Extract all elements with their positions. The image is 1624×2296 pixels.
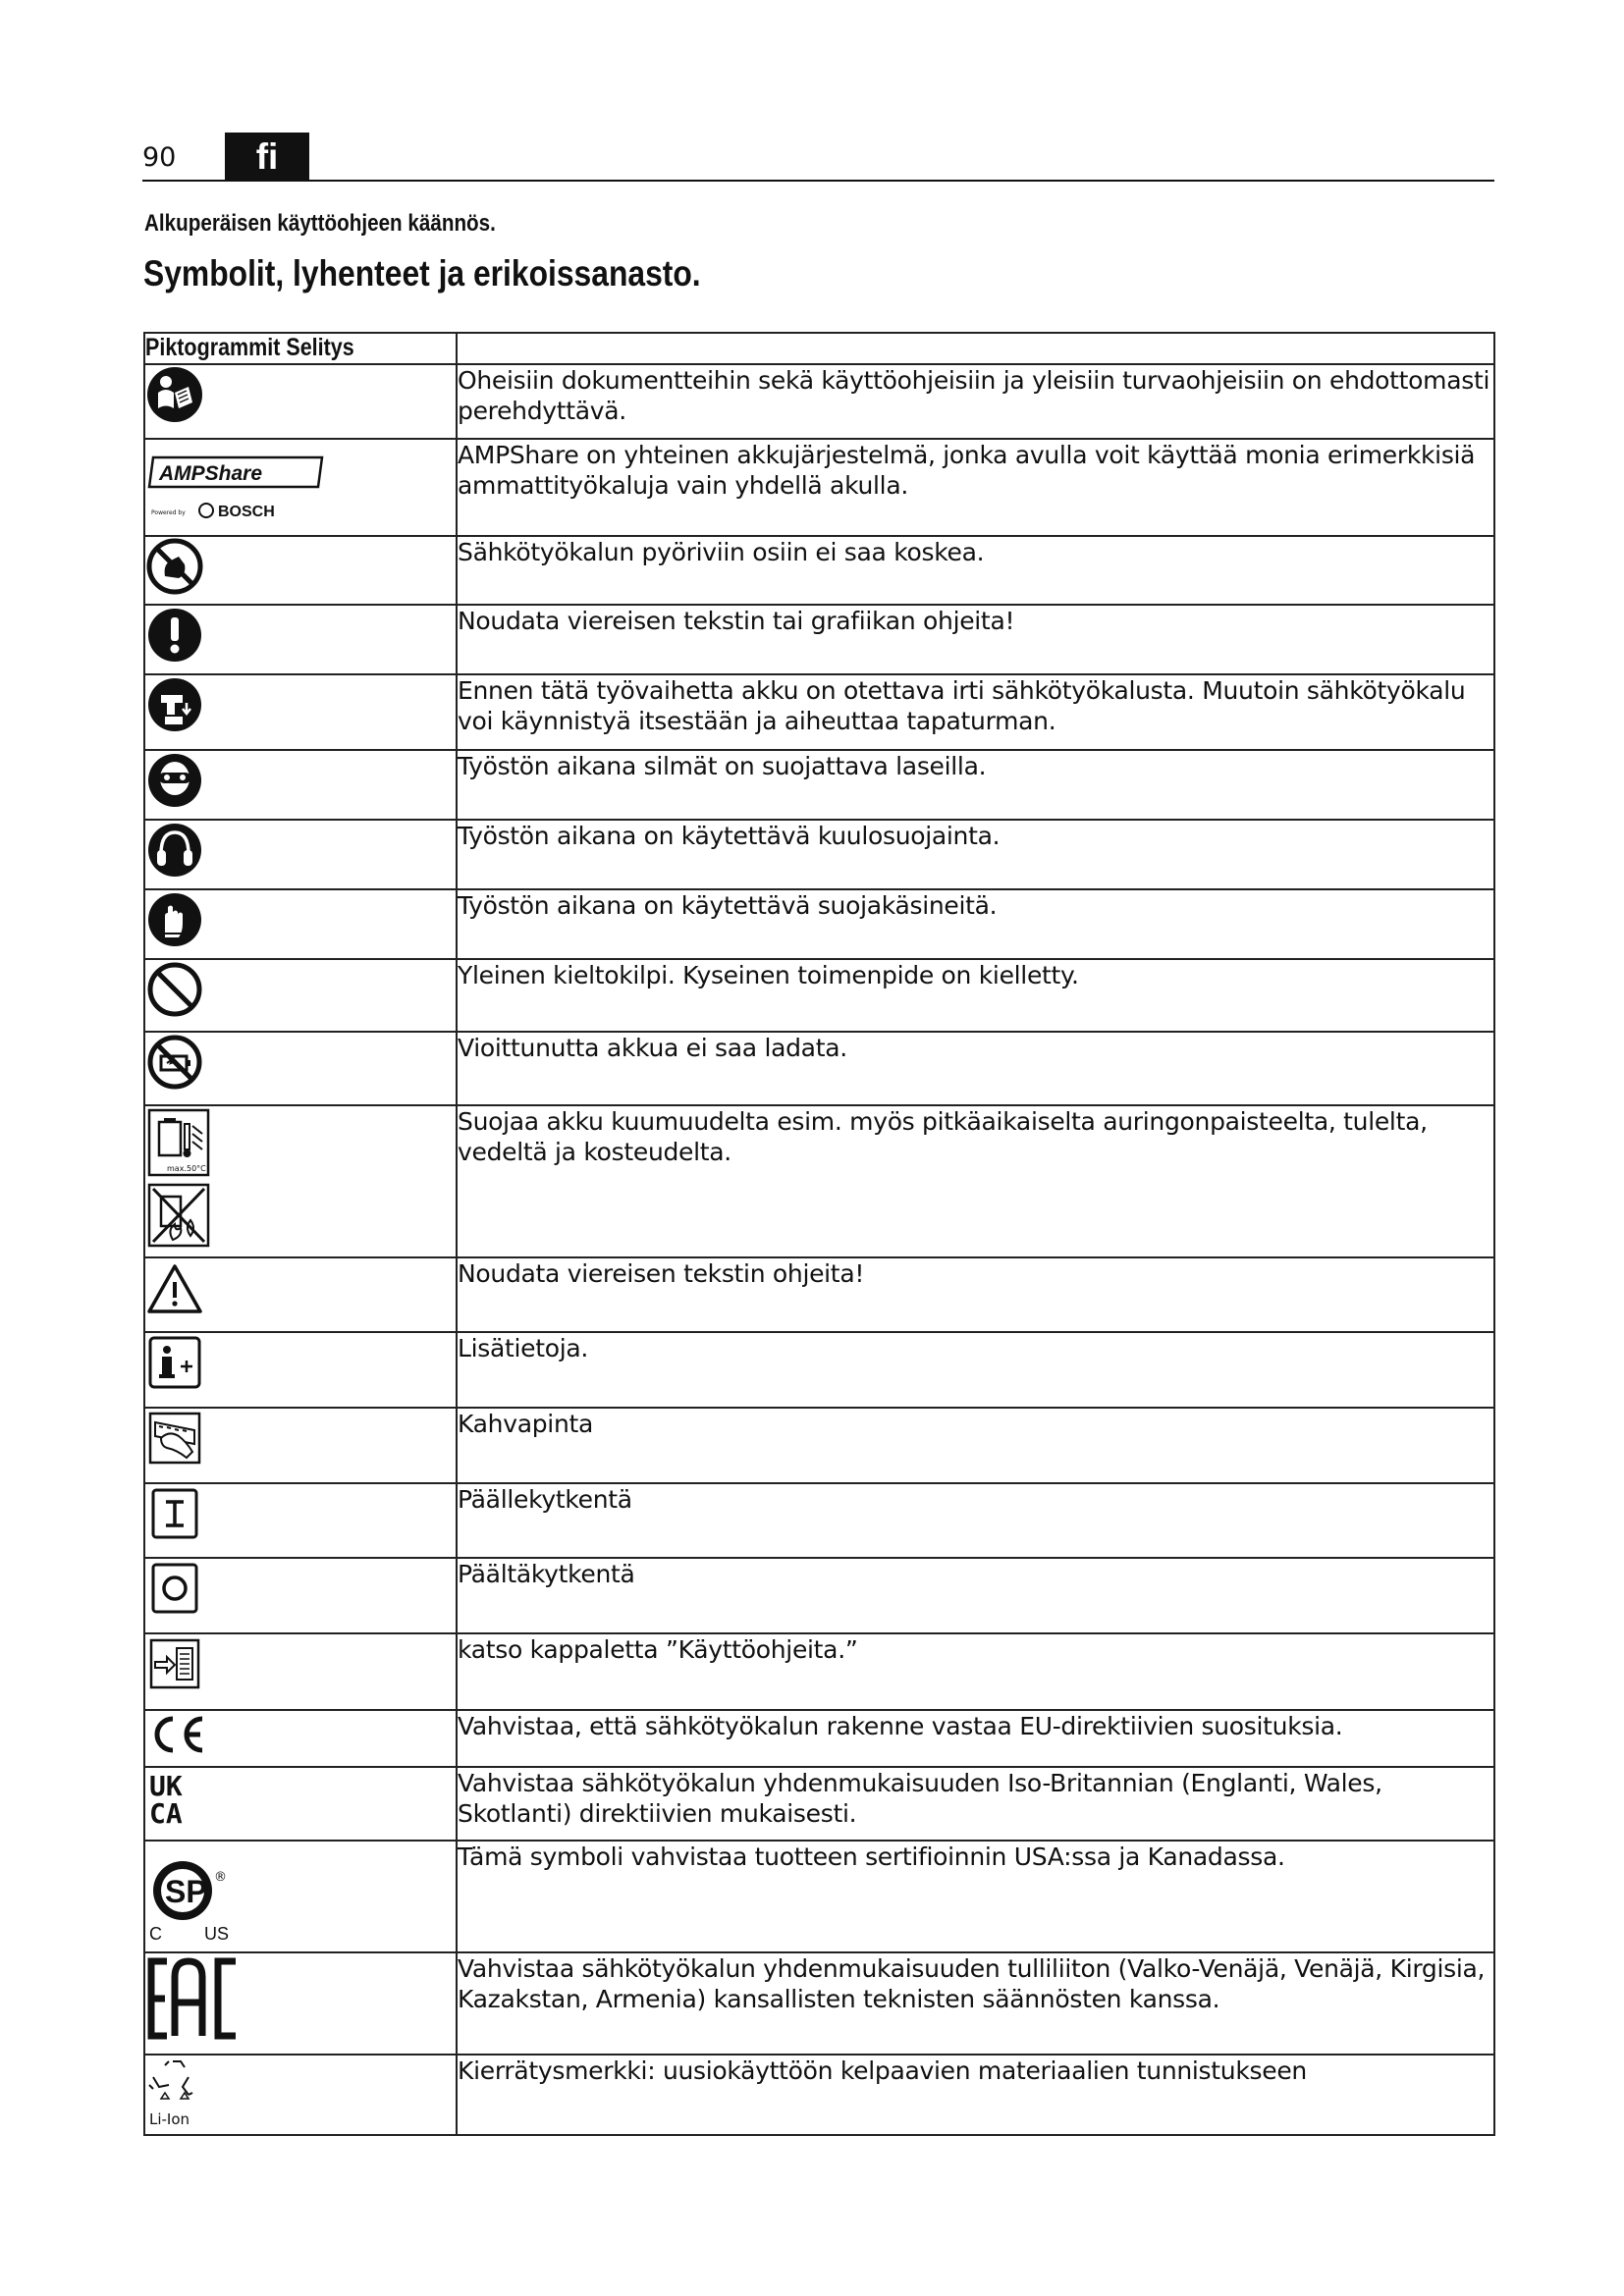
row-description: Työstön aikana on käytettävä kuulosuojainta. [457,820,1494,889]
li-ion-label: Li-Ion [149,2110,190,2128]
row-description: Ennen tätä työvaihetta akku on otettava irti sähkötyökalusta. Muutoin sähkötyökalu voi käynnistyä itsestään ja aiheuttaa tapaturman. [457,674,1494,750]
ukca-bottom: CA [149,1797,183,1830]
ukca-top: UK [149,1770,183,1802]
ce-mark-icon [144,1710,457,1767]
switch-on-icon [144,1483,457,1558]
table-row [144,1483,1494,1558]
row-description: katso kappaletta ”Käyttöohjeita.” [457,1633,1494,1710]
table-row [144,1408,1494,1483]
table-row [144,1633,1494,1710]
table-row [144,2055,1494,2135]
csa-mark-left: C [149,1924,162,1944]
table-row [144,1767,1494,1841]
table-row [144,1105,1494,1257]
row-description: AMPShare on yhteinen akkujärjestelmä, jonka avulla voit käyttää monia erimerkkisiä ammattityökaluja vain yhdellä akulla. [457,439,1494,536]
row-description: Päällekytkentä [457,1483,1494,1558]
csa-mark-right: US [204,1924,230,1944]
bosch-brand: BOSCH [218,504,275,520]
row-description: Lisätietoja. [457,1332,1494,1408]
row-description: Työstön aikana silmät on suojattava laseilla. [457,750,1494,820]
see-chapter-icon [144,1633,457,1710]
prohibition-icon [144,959,457,1032]
table-row [144,1952,1494,2055]
row-description: Noudata viereisen tekstin ohjeita! [457,1257,1494,1332]
column-header-description [457,333,1494,364]
row-description: Vioittunutta akkua ei saa ladata. [457,1032,1494,1105]
row-description: Kahvapinta [457,1408,1494,1483]
row-description: Yleinen kieltokilpi. Kyseinen toimenpide on kielletty. [457,959,1494,1032]
row-description: Sähkötyökalun pyöriviin osiin ei saa koskea. [457,536,1494,605]
row-description: Työstön aikana on käytettävä suojakäsineitä. [457,889,1494,959]
temperature-label: max.50°C [167,1164,206,1173]
row-description: Noudata viereisen tekstin tai grafiikan ohjeita! [457,605,1494,674]
table-row [144,536,1494,605]
row-description: Vahvistaa sähkötyökalun yhdenmukaisuuden Iso-Britannian (Englanti, Wales, Skotlanti) direktiivien mukaisesti. [457,1767,1494,1841]
symbols-table [143,332,1495,2136]
table-row [144,1558,1494,1633]
bosch-logo-icon [199,504,213,517]
no-touch-rotating-parts-icon [144,536,457,605]
table-row [144,750,1494,820]
grip-surface-icon [144,1408,457,1483]
csa-mark-icon [144,1841,457,1952]
table-row [144,364,1494,439]
row-description: Tämä symboli vahvistaa tuotteen sertifioinnin USA:ssa ja Kanadassa. [457,1841,1494,1952]
eac-mark-icon [144,1952,457,2055]
remove-battery-icon [144,674,457,750]
ear-protection-icon [144,820,457,889]
no-charge-damaged-battery-icon [144,1032,457,1105]
page-number: 90 [142,142,177,173]
safety-goggles-icon [144,750,457,820]
battery-temperature-icon [144,1105,457,1257]
header-rule [142,180,1494,182]
ampshare-logo-text: AMPShare [159,462,263,485]
table-row [144,674,1494,750]
ukca-mark-icon [144,1767,457,1841]
row-description: Vahvistaa sähkötyökalun yhdenmukaisuuden tulliliiton (Valko-Venäjä, Venäjä, Kirgisia, Kazakstan, Armenia) kansallisten teknisten säännösten kanssa. [457,1952,1494,2055]
switch-off-icon [144,1558,457,1633]
svg-text:®: ® [214,1870,227,1885]
warning-triangle-icon [144,1257,457,1332]
table-row [144,1257,1494,1332]
table-row [144,1032,1494,1105]
ampshare-logo [144,439,457,536]
row-description: Kierrätysmerkki: uusiokäyttöön kelpaavien materiaalien tunnistukseen [457,2055,1494,2135]
table-row [144,1332,1494,1408]
table-row [144,820,1494,889]
row-description: Päältäkytkentä [457,1558,1494,1633]
table-header-row [144,333,1494,364]
column-header-pictograms: Piktogrammit Selitys [144,333,457,364]
row-description: Suojaa akku kuumuudelta esim. myös pitkäaikaiselta auringonpaisteelta, tulelta, vedeltä ja kosteudelta. [457,1105,1494,1257]
info-icon [144,1332,457,1408]
table-row [144,605,1494,674]
ampshare-powered-by: Powered by [151,509,186,516]
row-description: Vahvistaa, että sähkötyökalun rakenne vastaa EU-direktiivien suosituksia. [457,1710,1494,1767]
svg-text:SP: SP [165,1874,207,1909]
subheading: Alkuperäisen käyttöohjeen käännös. [144,210,496,237]
recycling-li-ion-icon [144,2055,457,2135]
table-row [144,439,1494,536]
table-row [144,1710,1494,1767]
language-tab: fi [225,133,309,182]
row-description: Oheisiin dokumentteihin sekä käyttöohjeisiin ja yleisiin turvaohjeisiin on ehdottomasti perehdyttävä. [457,364,1494,439]
read-manual-icon [144,364,457,439]
table-row [144,959,1494,1032]
exclamation-icon [144,605,457,674]
table-row [144,889,1494,959]
table-row [144,1841,1494,1952]
page-title: Symbolit, lyhenteet ja erikoissanasto. [143,253,701,294]
gloves-icon [144,889,457,959]
